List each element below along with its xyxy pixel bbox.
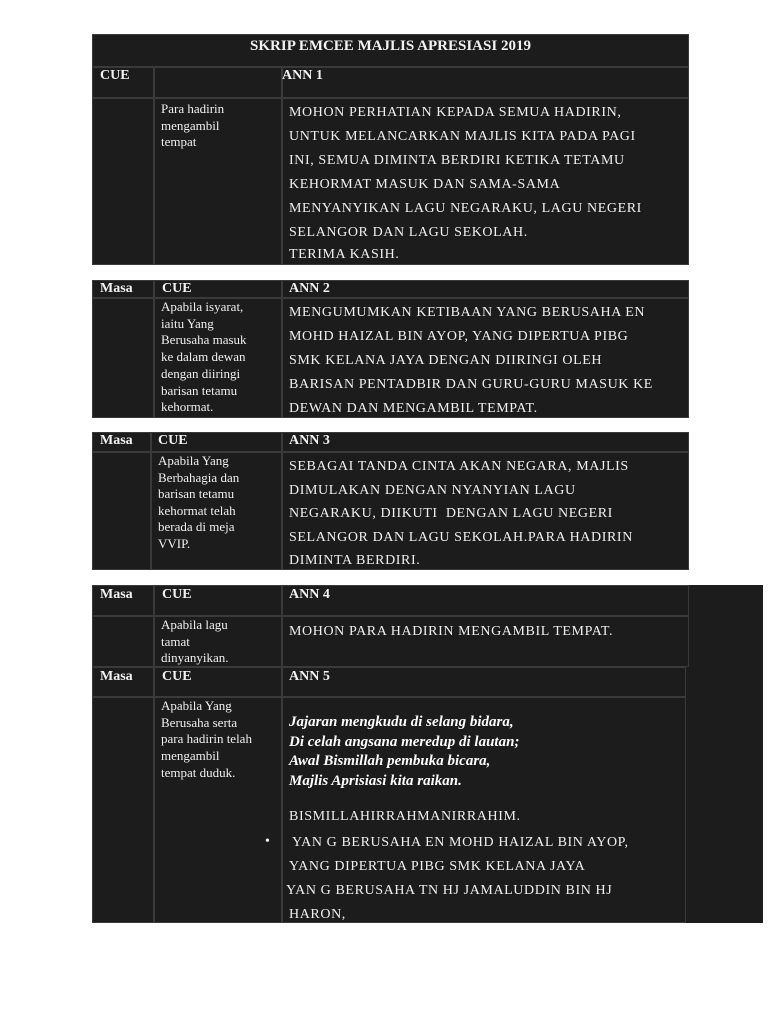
col-ann-label: ANN 1 — [282, 68, 323, 83]
header-ann-cell — [282, 667, 686, 697]
page-title: SKRIP EMCEE MAJLIS APRESIASI 2019 — [250, 38, 531, 54]
masa-cell — [92, 616, 154, 667]
masa-cell — [92, 452, 151, 570]
title-row — [92, 34, 689, 67]
cue-line: barisan tetamu — [158, 486, 235, 501]
cue-line: kehormat. — [161, 399, 214, 415]
cue-cell — [151, 452, 282, 570]
cue-line: VVIP. — [158, 535, 191, 551]
bullet-icon: • — [265, 834, 270, 849]
ann-line: KEHORMAT MASUK DAN SAMA-SAMA — [289, 177, 561, 192]
ann-line: MOHD HAIZAL BIN AYOP, YANG DIPERTUA PIBG — [289, 329, 629, 344]
header-ann-cell — [282, 432, 689, 452]
poem-line: Di celah angsana meredup di lautan; — [289, 733, 520, 750]
ann-line: BARISAN PENTADBIR DAN GURU-GURU MASUK KE — [289, 377, 653, 392]
col-masa-label: Masa — [100, 281, 133, 296]
cue-line: barisan tetamu — [161, 382, 238, 398]
ann-line: SELANGOR DAN LAGU SEKOLAH.PARA HADIRIN — [289, 529, 633, 545]
ann-line: YANG DIPERTUA PIBG SMK KELANA JAYA — [289, 859, 586, 874]
cue-line: Apabila lagu — [161, 617, 228, 632]
cue-line: tempat — [161, 134, 197, 149]
cue-line: tamat — [161, 633, 190, 649]
cue-cell — [154, 616, 282, 667]
poem-line: Awal Bismillah pembuka bicara, — [289, 753, 491, 769]
table-ann-5 — [92, 667, 688, 923]
cue-line: Berbahagia dan — [158, 469, 240, 485]
cue-line: mengambil — [161, 117, 220, 133]
col-cue-label: CUE — [158, 433, 188, 448]
ann-line: MENYANYIKAN LAGU NEGARAKU, LAGU NEGERI — [289, 201, 642, 216]
ann-line: NEGARAKU, DIIKUTI DENGAN LAGU NEGERI — [289, 506, 613, 521]
col-masa-label: Masa — [100, 669, 133, 684]
header-cue-cell — [154, 67, 282, 98]
cue-line: Berusaha masuk — [161, 332, 247, 348]
ann-line: DIMULAKAN DENGAN NYANYIAN LAGU — [289, 482, 576, 498]
ann-line: MENGUMUMKAN KETIBAAN YANG BERUSAHA EN — [289, 305, 646, 320]
col-masa-label: Masa — [100, 433, 133, 448]
col-ann-label: ANN 5 — [289, 669, 330, 684]
ann-line: SELANGOR DAN LAGU SEKOLAH. — [289, 225, 528, 240]
table-ann-2 — [92, 280, 689, 418]
cue-line: dengan diiringi — [161, 365, 241, 381]
ann-line: MOHON PERHATIAN KEPADA SEMUA HADIRIN, — [289, 105, 622, 120]
cue-line: mengambil — [161, 748, 220, 764]
cue-cell — [154, 98, 282, 265]
ann-line: MOHON PARA HADIRIN MENGAMBIL TEMPAT. — [289, 624, 614, 639]
right-dark-strip — [688, 585, 763, 923]
col-ann-label: ANN 2 — [289, 281, 330, 296]
masa-cell — [92, 98, 154, 265]
ann-cell — [282, 98, 689, 265]
pantun-verse — [289, 713, 519, 791]
header-ann-cell — [282, 67, 689, 98]
ann-line: HARON, — [289, 907, 346, 922]
cue-line: iaitu Yang — [161, 315, 214, 331]
ann-cell — [282, 697, 686, 923]
ann-line: TERIMA KASIH. — [289, 247, 400, 262]
table-ann-3 — [92, 432, 689, 570]
col-ann-label: ANN 3 — [289, 433, 330, 448]
poem-line: Majlis Aprisiasi kita raikan. — [289, 772, 462, 789]
ann-cell — [282, 452, 689, 570]
masa-cell — [92, 697, 154, 923]
cue-line: berada di meja — [158, 519, 235, 534]
col-cue-label: CUE — [100, 68, 130, 83]
col-cue-label: CUE — [162, 669, 192, 684]
ann-line: SMK KELANA JAYA DENGAN DIIRINGI OLEH — [289, 353, 603, 368]
ann-line: YAN G BERUSAHA EN MOHD HAIZAL BIN AYOP, — [292, 835, 629, 850]
ann-line: INI, SEMUA DIMINTA BERDIRI KETIKA TETAMU — [289, 153, 625, 168]
cue-line: kehormat telah — [158, 502, 236, 518]
cue-line: ke dalam dewan — [161, 349, 246, 365]
ann-line: YAN G BERUSAHA TN HJ JAMALUDDIN BIN HJ — [286, 883, 613, 898]
ann-line: SEBAGAI TANDA CINTA AKAN NEGARA, MAJLIS — [289, 459, 629, 474]
cue-line: dinyanyikan. — [161, 650, 229, 665]
cue-line: para hadirin telah — [161, 731, 252, 747]
cue-line: tempat duduk. — [161, 764, 236, 780]
cue-line: Apabila Yang — [158, 453, 229, 468]
table-ann-1 — [92, 34, 689, 265]
header-ann-cell — [282, 585, 689, 616]
masa-cell — [92, 298, 154, 418]
cue-line: Apabila isyarat, — [161, 299, 244, 314]
ann-cell — [282, 298, 689, 418]
header-ann-cell — [282, 280, 689, 298]
ann-cell — [282, 616, 689, 667]
cue-cell — [154, 697, 282, 923]
cue-line: Para hadirin — [161, 101, 225, 116]
ann-line: UNTUK MELANCARKAN MAJLIS KITA PADA PAGI — [289, 129, 636, 144]
table-ann-4 — [92, 585, 689, 667]
cue-line: Berusaha serta — [161, 714, 238, 730]
ann-line: DEWAN DAN MENGAMBIL TEMPAT. — [289, 401, 538, 416]
cue-cell — [154, 298, 282, 418]
poem-line: Jajaran mengkudu di selang bidara, — [289, 714, 514, 730]
ann-line: DIMINTA BERDIRI. — [289, 553, 421, 568]
col-ann-label: ANN 4 — [289, 587, 330, 602]
col-cue-label: CUE — [162, 281, 192, 296]
col-masa-label: Masa — [100, 587, 133, 602]
cue-line: Apabila Yang — [161, 698, 232, 713]
col-cue-label: CUE — [162, 587, 192, 602]
bismillah-line: BISMILLAHIRRAHMANIRRAHIM. — [289, 809, 521, 824]
